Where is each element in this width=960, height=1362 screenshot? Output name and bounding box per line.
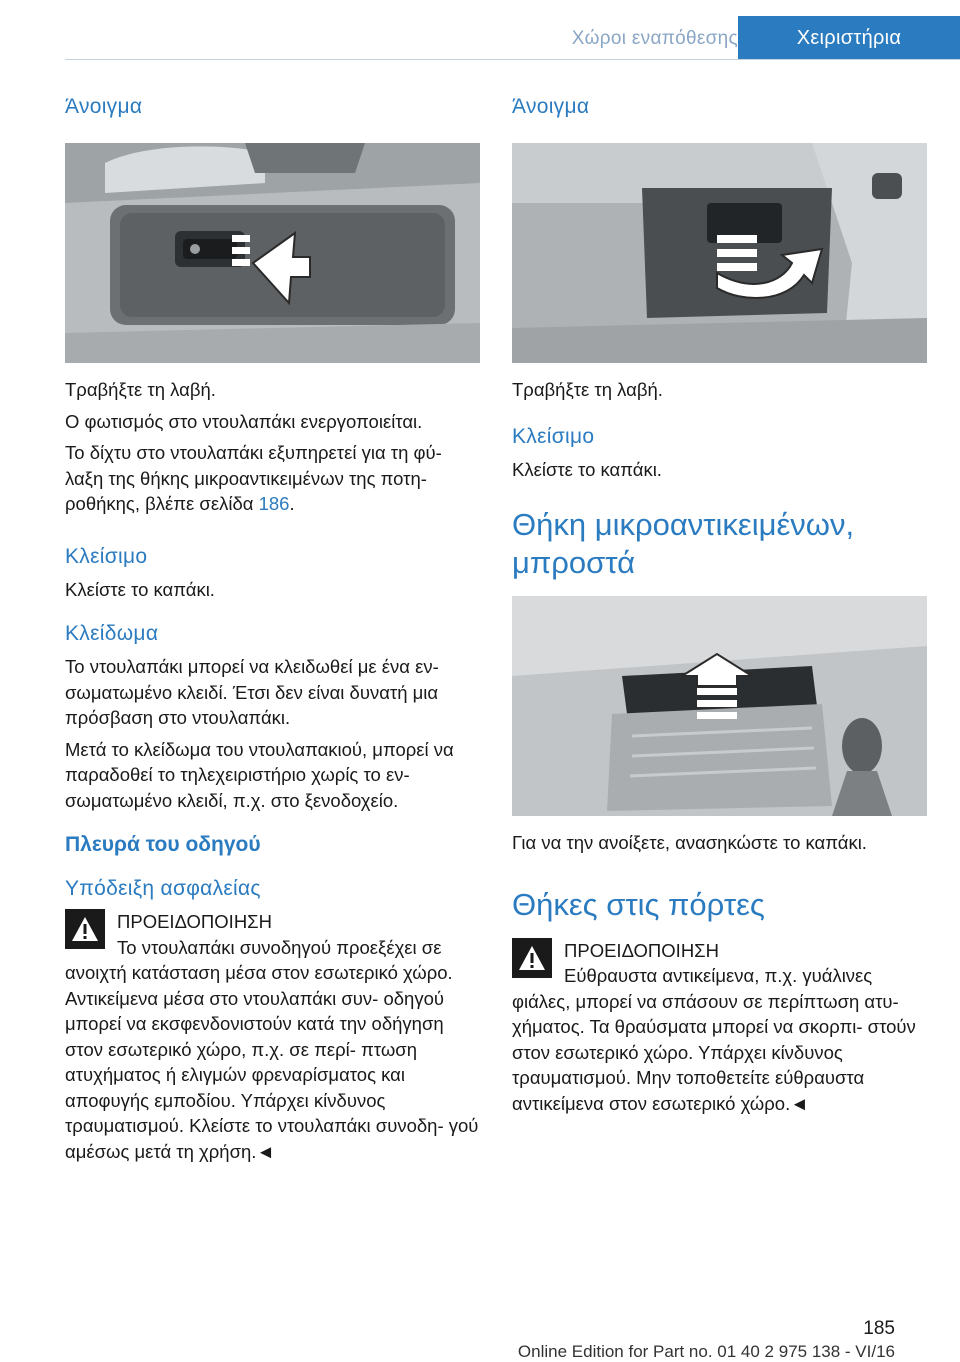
front-compartment-text: Για να την ανοίξετε, ανασηκώστε το καπάκι.	[512, 832, 867, 853]
warning-triangle-icon	[512, 938, 552, 978]
section-title: Χώροι εναπόθεσης	[571, 28, 738, 49]
driver-side-heading: Πλευρά του οδηγού	[65, 833, 261, 856]
open-heading: Άνοιγμα	[65, 95, 143, 118]
front-compartment-heading: Θήκη μικροαντικειμένων, μπροστά	[512, 507, 855, 580]
left-column	[65, 95, 480, 1170]
safety-heading: Υπόδειξη ασφαλείας	[65, 877, 261, 900]
driver-close-heading: Κλείσιμο	[512, 424, 595, 448]
right-warning	[512, 938, 927, 1117]
door-pockets-heading: Θήκες στις πόρτες	[512, 886, 765, 922]
left-open-text-2: Ο φωτισμός στο ντουλαπάκι ενεργοποιείται.	[65, 410, 423, 432]
page-footer	[0, 1316, 960, 1362]
driver-open-text: Τραβήξτε τη λαβή.	[512, 379, 663, 400]
lock-heading: Κλείδωμα	[65, 622, 159, 645]
glovebox-driver-image	[512, 143, 927, 363]
edition-text: Online Edition for Part no. 01 40 2 975 138 - VI/16	[517, 1342, 895, 1361]
header-rule	[65, 59, 960, 60]
warning-triangle-icon	[65, 909, 105, 949]
warning-text: φιάλες, μπορεί να σπάσουν σε περίπτωση ατυ- χήματος. Τα θραύσματα μπορεί να σκορπι- στούν στον εσωτερικό χώρο. Υπάρχει κίνδυνος τραυματισμού. Μην τοποθετείτε εύθραυστα αντικείμενα στον εσωτερικό χώρο.◄	[512, 990, 916, 1114]
front-compartment-image	[512, 596, 927, 816]
driver-close-text: Κλείστε το καπάκι.	[512, 458, 662, 480]
warning-title: ΠΡΟΕΙΔΟΠΟΙΗΣΗ	[117, 911, 272, 932]
left-open-text-1: Τραβήξτε τη λαβή.	[65, 379, 216, 400]
lock-text-2: Μετά το κλείδωμα του ντουλαπακιού, μπορεί να παραδοθεί το τηλεχειριστήριο χωρίς το εν- σωματωμένο κλειδί, π.χ. στο ξενοδοχείο.	[65, 738, 454, 811]
close-heading: Κλείσιμο	[65, 544, 148, 568]
lock-text-1: Το ντουλαπάκι μπορεί να κλειδωθεί με ένα εν- σωματωμένο κλειδί. Έτσι δεν είναι δυνατή μια πρόσβαση στο ντουλαπάκι.	[65, 656, 439, 728]
page-number: 185	[863, 1318, 895, 1339]
warning-first-line: Το ντουλαπάκι συνοδηγού προεξέχει σε	[117, 936, 442, 958]
left-warning	[65, 909, 480, 1164]
right-column	[512, 95, 927, 1122]
net-note-text: Το δίχτυ στο ντουλαπάκι εξυπηρετεί για τη φύ- λαξη της θήκης μικροαντικειμένων της ποτη- ροθήκης, βλέπε σελίδα	[65, 442, 442, 514]
left-open-text-3	[65, 440, 480, 517]
left-close-text: Κλείστε το καπάκι.	[65, 578, 215, 600]
page-link-186[interactable]: 186	[258, 493, 290, 514]
net-note-end: .	[289, 493, 295, 514]
chapter-tab[interactable]: Χειριστήρια	[738, 16, 960, 60]
warning-title: ΠΡΟΕΙΔΟΠΟΙΗΣΗ	[564, 939, 719, 961]
warning-first-line: Εύθραυστα αντικείμενα, π.χ. γυάλινες	[564, 965, 873, 986]
glovebox-passenger-image	[65, 143, 480, 363]
driver-open-heading: Άνοιγμα	[512, 95, 590, 118]
warning-text: ανοιχτή κατάσταση μέσα στον εσωτερικό χώρο. Αντικείμενα μέσα στο ντουλαπάκι συν- οδηγού μπορεί να εκσφενδονιστούν κατά την οδήγηση στον εσωτερικό χώρο, π.χ. σε περί- πτωση ατυχήματος ή ελιγμών φρεναρίσματος και αποφυγής εμποδίου. Υπάρχει κίνδυνος τραυματισμού. Κλείστε το ντουλαπάκι συνοδη- γού αμέσως μετά τη χρήση.◄	[65, 962, 479, 1162]
page-header	[65, 16, 960, 60]
